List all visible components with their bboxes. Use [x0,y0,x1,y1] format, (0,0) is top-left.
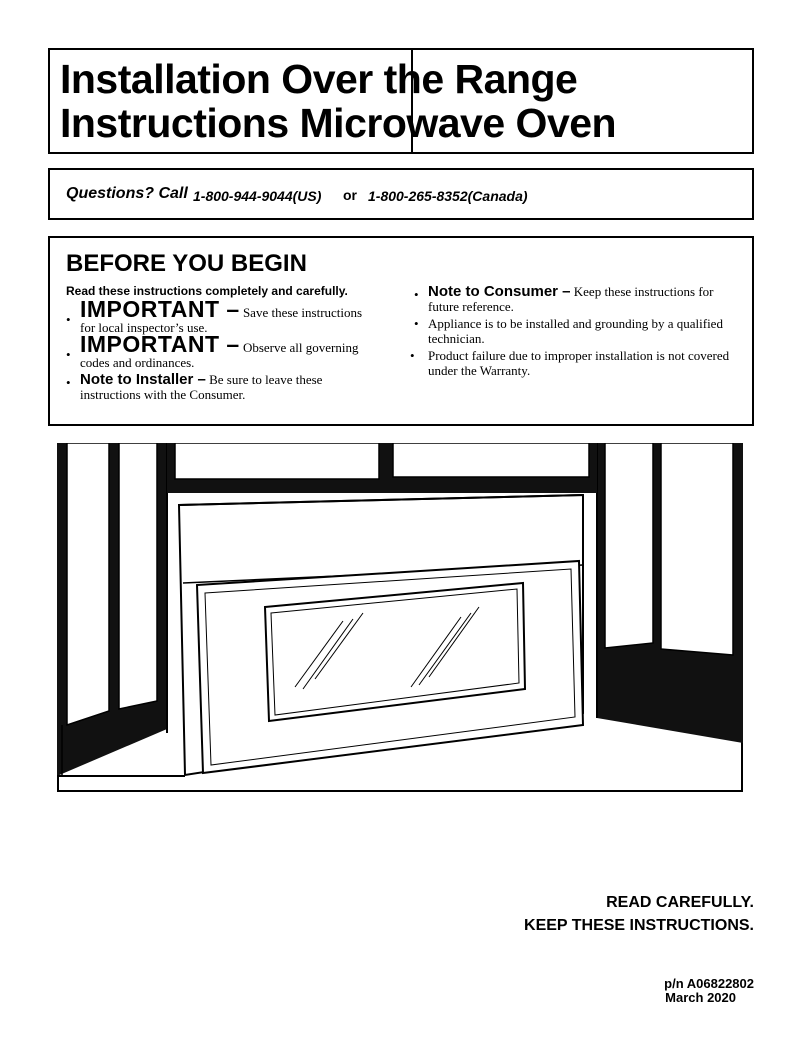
keep-instructions-text: KEEP THESE INSTRUCTIONS. [524,917,754,934]
upper-cabinet [167,443,597,493]
left-cabinet [57,443,167,776]
important-lead: IMPORTANT – [80,331,240,357]
phone-us: 1-800-944-9044(US) [193,188,322,204]
list-item [412,284,732,314]
questions-label: Questions? Call [66,185,188,202]
important-lead: IMPORTANT – [80,296,240,322]
title-line-1: Installation Over the Range [60,56,578,102]
list-item [64,331,374,370]
list-item [412,348,732,378]
bullet: • [66,347,71,362]
questions-box [48,168,754,220]
before-you-begin-heading: BEFORE YOU BEGIN [66,250,307,277]
list-item [412,316,732,346]
list-item [64,372,374,402]
microwave-over-range-illustration [57,443,743,792]
bullet: • [414,287,419,302]
left-column [64,296,374,402]
list-item-text: Appliance is to be installed and grounding by a qualified technician. [428,316,723,346]
title-box [48,48,754,154]
before-you-begin-subheading: Read these instructions completely and carefully. [66,284,348,298]
before-you-begin-box [48,236,754,426]
part-number: p/n A06822802 [664,976,754,991]
list-item-text: Keep these instructions for future reference. [428,284,714,314]
list-item-text: Save these instructions for local inspector’s use. [80,305,363,335]
right-cabinet [597,443,743,743]
list-item-text: Observe all governing codes and ordinances. [80,340,359,370]
publication-date: March 2020 [665,990,736,1005]
bullet: • [414,316,419,331]
bullet: • [66,312,71,327]
microwave-body [179,495,583,775]
phone-canada: 1-800-265-8352(Canada) [368,188,528,204]
list-item-text: Product failure due to improper installation is not covered under the Warranty. [428,348,730,378]
right-column [412,284,732,378]
title-line-2: Instructions Microwave Oven [60,100,617,146]
note-installer-lead: Note to Installer – [80,371,206,388]
note-consumer-lead: Note to Consumer – [428,283,571,300]
list-item-text: Be sure to leave these instructions with the Consumer. [80,372,323,402]
bullet: • [66,375,71,390]
phone-or: or [343,187,357,203]
bullet: • [410,348,415,363]
read-carefully-text: READ CAREFULLY. [606,894,754,911]
